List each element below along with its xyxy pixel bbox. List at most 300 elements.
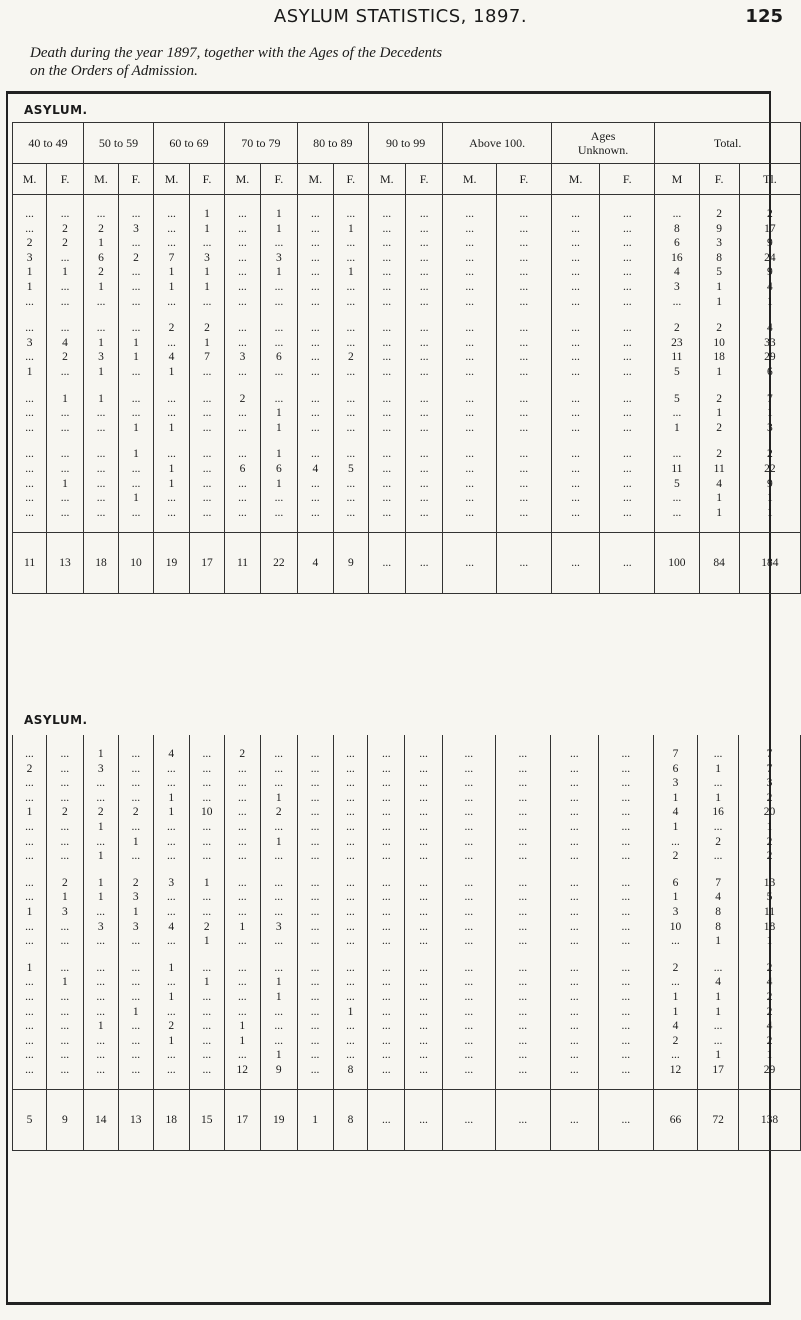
table-cell: ...	[224, 336, 260, 351]
table-cell: ...	[598, 934, 653, 949]
table-cell: 2	[738, 849, 800, 864]
table-cell: 1	[699, 295, 739, 310]
table-cell: 1	[699, 506, 739, 521]
spacer-cell	[190, 435, 225, 447]
table-cell: ...	[154, 222, 190, 237]
table-cell: ...	[368, 447, 405, 462]
table-cell: ...	[83, 462, 118, 477]
table-row	[13, 890, 801, 905]
table-cell: 6	[260, 350, 297, 365]
table-cell: ...	[119, 392, 154, 407]
table-cell: ...	[550, 975, 598, 990]
table-cell: ...	[189, 905, 224, 920]
spacer-cell	[190, 195, 225, 208]
table-cell: ...	[333, 406, 368, 421]
table-cell: ...	[297, 280, 333, 295]
table-cell: ...	[118, 1034, 153, 1049]
spacer-cell	[442, 949, 495, 961]
table-cell: ...	[190, 477, 225, 492]
table-cell: 16	[698, 805, 739, 820]
table-cell: ...	[550, 820, 598, 835]
age-group-header: 80 to 89	[297, 123, 368, 164]
table-cell: ...	[46, 1034, 83, 1049]
spacer-cell	[655, 195, 699, 208]
table-cell: ...	[368, 1019, 405, 1034]
table-cell: ...	[368, 462, 405, 477]
table-cell: ...	[190, 447, 225, 462]
table-cell: ...	[551, 447, 599, 462]
table-cell: 2	[153, 1019, 189, 1034]
table-cell: ...	[224, 876, 260, 891]
table-cell: ...	[13, 491, 47, 506]
table-cell: ...	[550, 890, 598, 905]
table-cell: ...	[443, 506, 496, 521]
table-row	[13, 835, 801, 850]
table-cell: 1	[738, 934, 800, 949]
table-cell: ...	[297, 1019, 333, 1034]
table-cell: ...	[368, 1048, 405, 1063]
spacer-cell	[550, 1077, 598, 1090]
table-cell: ...	[443, 207, 496, 222]
block-spacer	[13, 309, 801, 321]
age-group-header: 60 to 69	[154, 123, 225, 164]
total-cell: ...	[600, 533, 655, 594]
table-row	[13, 392, 801, 407]
table-cell: ...	[405, 251, 443, 266]
spacer-cell	[260, 949, 297, 961]
table-cell: 6	[655, 236, 699, 251]
table-cell: ...	[442, 975, 495, 990]
table-cell: ...	[13, 835, 47, 850]
table-cell: 2	[699, 392, 739, 407]
spacer-cell	[83, 520, 118, 533]
table-cell: 1	[154, 280, 190, 295]
table-cell: ...	[190, 236, 225, 251]
spacer-cell	[598, 735, 653, 747]
table-cell: 7	[698, 876, 739, 891]
table-cell: 1	[153, 805, 189, 820]
table-cell: ...	[83, 776, 118, 791]
table-row	[13, 462, 801, 477]
table-cell: ...	[550, 905, 598, 920]
table-cell: ...	[405, 747, 443, 762]
table-cell: ...	[13, 506, 47, 521]
table-cell: ...	[333, 890, 368, 905]
spacer-cell	[13, 309, 47, 321]
table-cell: ...	[260, 1034, 297, 1049]
table-cell: ...	[495, 890, 550, 905]
spacer-cell	[333, 864, 368, 876]
table-cell: ...	[13, 849, 47, 864]
table-cell: ...	[442, 876, 495, 891]
spacer-cell	[496, 195, 551, 208]
table-cell: ...	[655, 207, 699, 222]
spacer-cell	[699, 520, 739, 533]
table-cell: ...	[442, 990, 495, 1005]
table-cell: 1	[47, 392, 84, 407]
ages-label: Ages	[590, 129, 616, 143]
table-cell: ...	[600, 491, 655, 506]
table-cell: ...	[224, 491, 260, 506]
table-cell: ...	[297, 762, 333, 777]
total-cell: 8	[333, 1090, 368, 1151]
spacer-cell	[653, 949, 698, 961]
table-cell: 3	[153, 876, 189, 891]
spacer-cell	[260, 520, 297, 533]
table-cell: ...	[333, 1034, 368, 1049]
spacer-cell	[224, 435, 260, 447]
table-cell: 1	[738, 820, 800, 835]
table-cell: 1	[699, 406, 739, 421]
table-cell: ...	[297, 776, 333, 791]
table-cell: 2	[738, 1034, 800, 1049]
sex-column-header: Tl.	[739, 164, 800, 195]
total-cell: 18	[153, 1090, 189, 1151]
spacer-cell	[260, 195, 297, 208]
table-cell: ...	[224, 1048, 260, 1063]
spacer-cell	[600, 380, 655, 392]
spacer-cell	[600, 435, 655, 447]
table-cell: 1	[83, 392, 118, 407]
table-cell: ...	[13, 776, 47, 791]
table-cell: ...	[405, 920, 443, 935]
table-row	[13, 961, 801, 976]
table-row	[13, 421, 801, 436]
table-cell: ...	[598, 835, 653, 850]
table-cell: 1	[83, 876, 118, 891]
table-cell: 1	[190, 222, 225, 237]
table-cell: ...	[551, 365, 599, 380]
table-cell: ...	[118, 747, 153, 762]
table-cell: ...	[153, 934, 189, 949]
spacer-cell	[118, 1077, 153, 1090]
table-cell: ...	[551, 421, 599, 436]
table-cell: 9	[739, 236, 800, 251]
section-label-2: ASYLUM.	[24, 713, 88, 727]
table-cell: ...	[443, 350, 496, 365]
table-cell: ...	[551, 477, 599, 492]
age-group-header-row	[13, 123, 801, 164]
table-cell: ...	[47, 365, 84, 380]
table-cell: ...	[496, 447, 551, 462]
spacer-cell	[333, 949, 368, 961]
total-cell: 72	[698, 1090, 739, 1151]
table-cell: ...	[224, 295, 260, 310]
table-cell: ...	[405, 1005, 443, 1020]
table-cell: ...	[260, 961, 297, 976]
table-cell: ...	[153, 905, 189, 920]
spacer-cell	[297, 195, 333, 208]
spacer-cell	[297, 520, 333, 533]
table-cell: 10	[189, 805, 224, 820]
table-cell: ...	[333, 1019, 368, 1034]
sex-column-header: M.	[13, 164, 47, 195]
table-cell: ...	[47, 447, 84, 462]
table-cell: 4	[698, 975, 739, 990]
spacer-cell	[83, 864, 118, 876]
table-cell: ...	[443, 251, 496, 266]
table-cell: ...	[224, 849, 260, 864]
spacer-cell	[297, 864, 333, 876]
sex-column-header: M.	[551, 164, 599, 195]
table-cell: ...	[297, 820, 333, 835]
table-cell: 4	[47, 336, 84, 351]
table-cell: ...	[442, 1048, 495, 1063]
spacer-cell	[119, 309, 154, 321]
table-cell: 1	[190, 207, 225, 222]
table-cell: 1	[739, 506, 800, 521]
table-cell: ...	[598, 849, 653, 864]
table-cell: 4	[738, 975, 800, 990]
table-cell: 2	[46, 876, 83, 891]
table-cell: ...	[83, 975, 118, 990]
table-cell: ...	[153, 776, 189, 791]
table-cell: ...	[83, 961, 118, 976]
table-cell: ...	[550, 1048, 598, 1063]
table-cell: ...	[698, 776, 739, 791]
spacer-cell	[495, 1077, 550, 1090]
table-cell: 1	[333, 1005, 368, 1020]
table-cell: ...	[47, 321, 84, 336]
table-cell: ...	[154, 236, 190, 251]
table-cell: ...	[495, 1048, 550, 1063]
table-cell: ...	[368, 491, 405, 506]
table-cell: ...	[83, 406, 118, 421]
table-cell: ...	[495, 849, 550, 864]
table-cell: 1	[224, 1019, 260, 1034]
table-cell: 1	[154, 265, 190, 280]
table-cell: ...	[600, 392, 655, 407]
total-cell: 10	[119, 533, 154, 594]
table-cell: ...	[118, 776, 153, 791]
spacer-cell	[119, 520, 154, 533]
table-cell: 1	[13, 280, 47, 295]
table-cell: ...	[13, 207, 47, 222]
table-cell: ...	[260, 1019, 297, 1034]
table-cell: ...	[46, 1063, 83, 1078]
table-row	[13, 477, 801, 492]
table-cell: ...	[442, 791, 495, 806]
table-cell: ...	[368, 295, 405, 310]
spacer-cell	[405, 949, 443, 961]
spacer-cell	[443, 195, 496, 208]
table-cell: ...	[442, 820, 495, 835]
table-cell: ...	[224, 905, 260, 920]
spacer-cell	[655, 520, 699, 533]
table-cell: ...	[442, 890, 495, 905]
table-cell: ...	[698, 1019, 739, 1034]
table-cell: ...	[119, 462, 154, 477]
table-cell: 6	[83, 251, 118, 266]
spacer-cell	[13, 435, 47, 447]
sex-header-row	[13, 164, 801, 195]
total-cell: 18	[83, 533, 118, 594]
spacer-cell	[368, 520, 405, 533]
table-cell: ...	[551, 207, 599, 222]
table-cell: ...	[83, 477, 118, 492]
table-cell: ...	[551, 236, 599, 251]
table-cell: 1	[260, 1048, 297, 1063]
table-cell: ...	[496, 251, 551, 266]
age-group-header: 70 to 79	[224, 123, 297, 164]
spacer-cell	[297, 435, 333, 447]
table-cell: ...	[297, 961, 333, 976]
table-row	[13, 222, 801, 237]
table-cell: ...	[297, 805, 333, 820]
table-cell: 1	[47, 265, 84, 280]
table-cell: 1	[13, 905, 47, 920]
table-cell: ...	[118, 961, 153, 976]
table-cell: ...	[297, 747, 333, 762]
table-cell: ...	[83, 905, 118, 920]
table-cell: 3	[83, 350, 118, 365]
spacer-cell	[224, 949, 260, 961]
table-cell: ...	[495, 820, 550, 835]
table-cell: ...	[13, 421, 47, 436]
table-cell: ...	[297, 447, 333, 462]
table-cell: ...	[496, 491, 551, 506]
table-cell: ...	[368, 336, 405, 351]
spacer-cell	[739, 380, 800, 392]
table-cell: ...	[260, 392, 297, 407]
spacer-cell	[600, 195, 655, 208]
table-cell: ...	[442, 762, 495, 777]
page-number: 125	[745, 6, 783, 27]
table-cell: ...	[368, 265, 405, 280]
table-cell: 2	[83, 805, 118, 820]
table-row	[13, 506, 801, 521]
table-cell: ...	[224, 406, 260, 421]
table-cell: ...	[443, 421, 496, 436]
table-cell: ...	[443, 336, 496, 351]
spacer-cell	[598, 1077, 653, 1090]
table-cell: ...	[600, 447, 655, 462]
age-group-header: Above 100.	[443, 123, 551, 164]
table-cell: ...	[13, 920, 47, 935]
table-cell: 1	[119, 350, 154, 365]
table-cell: 6	[739, 365, 800, 380]
table-cell: ...	[405, 421, 443, 436]
table-cell: ...	[598, 975, 653, 990]
table-cell: 2	[119, 251, 154, 266]
table-cell: ...	[13, 477, 47, 492]
table-cell: ...	[550, 762, 598, 777]
spacer-cell	[153, 1077, 189, 1090]
table-cell: ...	[405, 762, 443, 777]
table-cell: 8	[698, 920, 739, 935]
table-row	[13, 336, 801, 351]
table-cell: 3	[190, 251, 225, 266]
table-cell: 2	[47, 222, 84, 237]
total-cell: 100	[655, 533, 699, 594]
spacer-cell	[738, 949, 800, 961]
table-cell: ...	[119, 365, 154, 380]
total-cell: ...	[368, 533, 405, 594]
table-cell: ...	[551, 295, 599, 310]
table-row	[13, 1019, 801, 1034]
spacer-cell	[699, 309, 739, 321]
spacer-cell	[551, 520, 599, 533]
table-cell: 9	[699, 222, 739, 237]
table-cell: 1	[190, 280, 225, 295]
table-cell: ...	[550, 990, 598, 1005]
spacer-cell	[442, 864, 495, 876]
table-cell: ...	[83, 934, 118, 949]
table-cell: ...	[297, 295, 333, 310]
table-cell: 2	[154, 321, 190, 336]
table-row	[13, 990, 801, 1005]
table-cell: 1	[13, 961, 47, 976]
table-cell: ...	[153, 820, 189, 835]
spacer-cell	[47, 309, 84, 321]
table-cell: ...	[368, 406, 405, 421]
table-cell: 3	[118, 890, 153, 905]
table-cell: ...	[495, 791, 550, 806]
table-cell: ...	[83, 1005, 118, 1020]
sex-column-header: M.	[224, 164, 260, 195]
table-cell: ...	[224, 805, 260, 820]
table-cell: 7	[738, 747, 800, 762]
table-cell: ...	[333, 920, 368, 935]
table-cell: ...	[153, 835, 189, 850]
table-cell: ...	[47, 462, 84, 477]
spacer-cell	[550, 949, 598, 961]
spacer-cell	[47, 380, 84, 392]
table-cell: ...	[442, 849, 495, 864]
spacer-cell	[739, 435, 800, 447]
table-cell: ...	[333, 506, 368, 521]
table-cell: ...	[333, 392, 368, 407]
table-cell: 29	[738, 1063, 800, 1078]
table-cell: ...	[495, 1005, 550, 1020]
table-cell: ...	[224, 280, 260, 295]
table-cell: ...	[333, 776, 368, 791]
table-cell: ...	[154, 392, 190, 407]
table-cell: ...	[13, 447, 47, 462]
block-spacer	[13, 735, 801, 747]
table-cell: ...	[189, 747, 224, 762]
table-cell: ...	[260, 747, 297, 762]
table-cell: 3	[119, 222, 154, 237]
table-cell: ...	[550, 805, 598, 820]
table-cell: ...	[83, 506, 118, 521]
table-cell: ...	[189, 961, 224, 976]
spacer-cell	[224, 380, 260, 392]
table-cell: ...	[83, 835, 118, 850]
spacer-cell	[496, 520, 551, 533]
table-cell: 1	[119, 491, 154, 506]
spacer-cell	[442, 735, 495, 747]
table-cell: ...	[405, 835, 443, 850]
spacer-cell	[297, 735, 333, 747]
table-cell: ...	[551, 392, 599, 407]
table-cell: ...	[189, 835, 224, 850]
table-cell: ...	[598, 890, 653, 905]
running-title: ASYLUM STATISTICS, 1897.	[273, 6, 528, 27]
table-cell: ...	[600, 207, 655, 222]
table-cell: ...	[442, 747, 495, 762]
spacer-cell	[83, 195, 118, 208]
table-row	[13, 791, 801, 806]
table-cell: ...	[405, 1034, 443, 1049]
table-cell: ...	[443, 447, 496, 462]
spacer-cell	[368, 380, 405, 392]
table-cell: 1	[46, 975, 83, 990]
table-cell: ...	[598, 762, 653, 777]
table-cell: ...	[119, 506, 154, 521]
table-cell: 1	[189, 934, 224, 949]
table-cell: ...	[190, 462, 225, 477]
